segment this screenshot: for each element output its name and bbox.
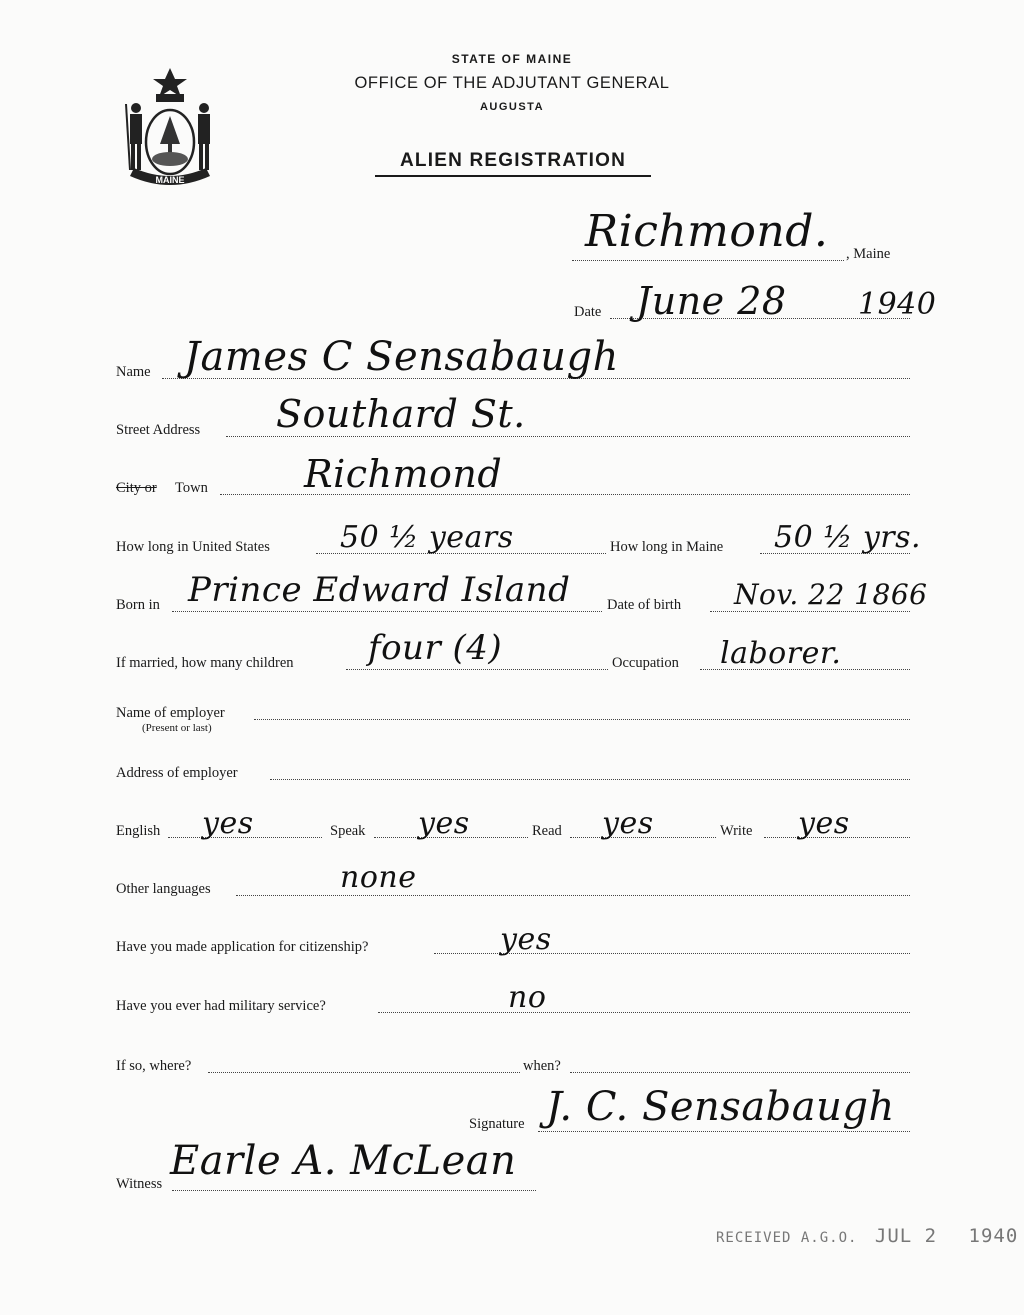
dob-value: Nov. 22 1866 (734, 578, 928, 611)
witness-line (172, 1190, 536, 1191)
born-value: Prince Edward Island (188, 570, 571, 610)
location-value: Richmond. (585, 206, 829, 257)
maine-length-label: How long in Maine (610, 539, 724, 555)
received-stamp (716, 1225, 1018, 1247)
children-label: If married, how many children (116, 655, 294, 671)
maine-length-value: 50 ½ yrs. (774, 520, 922, 555)
children-line (346, 669, 608, 670)
signature-line (538, 1131, 910, 1132)
stamp-year: 1940 (968, 1225, 1019, 1247)
speak-label: Speak (330, 823, 366, 839)
us-length-label: How long in United States (116, 539, 270, 555)
date-label: Date (574, 304, 602, 320)
when-label: when? (523, 1058, 561, 1074)
write-label: Write (720, 823, 753, 839)
employer-address-line (270, 779, 910, 780)
speak-value: yes (418, 806, 470, 841)
form-title: ALIEN REGISTRATION (375, 150, 651, 177)
witness-value: Earle A. McLean (170, 1138, 517, 1184)
dob-label: Date of birth (607, 597, 682, 613)
name-value: James C Sensabaugh (184, 334, 619, 380)
date-value: June 28 (636, 279, 787, 323)
us-length-value: 50 ½ years (340, 520, 514, 555)
where-line (208, 1072, 520, 1073)
signature-label: Signature (469, 1116, 525, 1132)
stamp-text: RECEIVED A.G.O. (716, 1230, 858, 1246)
city-heading: AUGUSTA (479, 101, 545, 113)
stamp-month: JUL 2 (874, 1225, 938, 1247)
military-value: no (508, 980, 547, 1015)
signature-value: J. C. Sensabaugh (546, 1084, 895, 1130)
dob-line (710, 611, 910, 612)
witness-label: Witness (116, 1176, 163, 1192)
street-value: Southard St. (276, 392, 526, 436)
town-value: Richmond (304, 452, 503, 496)
citizenship-value: yes (500, 922, 552, 957)
military-label: Have you ever had military service? (116, 998, 326, 1014)
other-languages-value: none (340, 860, 417, 895)
location-line (572, 260, 844, 261)
occupation-value: laborer. (720, 636, 842, 671)
born-label: Born in (116, 597, 160, 613)
city-label-struck: City or (116, 480, 157, 496)
employer-sublabel: (Present or last) (142, 722, 212, 734)
street-label: Street Address (116, 422, 201, 438)
read-label: Read (532, 823, 562, 839)
write-value: yes (798, 806, 850, 841)
employer-line (254, 719, 910, 720)
street-line (226, 436, 910, 437)
military-line (378, 1012, 910, 1013)
where-label: If so, where? (116, 1058, 192, 1074)
state-heading: STATE OF MAINE (451, 52, 573, 66)
employer-label: Name of employer (116, 705, 225, 721)
other-languages-line (236, 895, 910, 896)
english-label: English (116, 823, 161, 839)
occupation-label: Occupation (612, 655, 679, 671)
children-value: four (4) (368, 628, 503, 668)
read-value: yes (602, 806, 654, 841)
employer-address-label: Address of employer (116, 765, 238, 781)
born-line (172, 611, 602, 612)
location-suffix: , Maine (846, 246, 891, 262)
date-year: 1940 (858, 287, 937, 322)
office-heading: OFFICE OF THE ADJUTANT GENERAL (354, 74, 670, 92)
english-value: yes (202, 806, 254, 841)
name-label: Name (116, 364, 151, 380)
svg-text:MAINE: MAINE (155, 175, 185, 185)
when-line (570, 1072, 910, 1073)
town-label: Town (175, 480, 208, 496)
other-languages-label: Other languages (116, 881, 211, 897)
state-seal-icon (116, 64, 224, 194)
citizenship-label: Have you made application for citizenship? (116, 939, 369, 955)
